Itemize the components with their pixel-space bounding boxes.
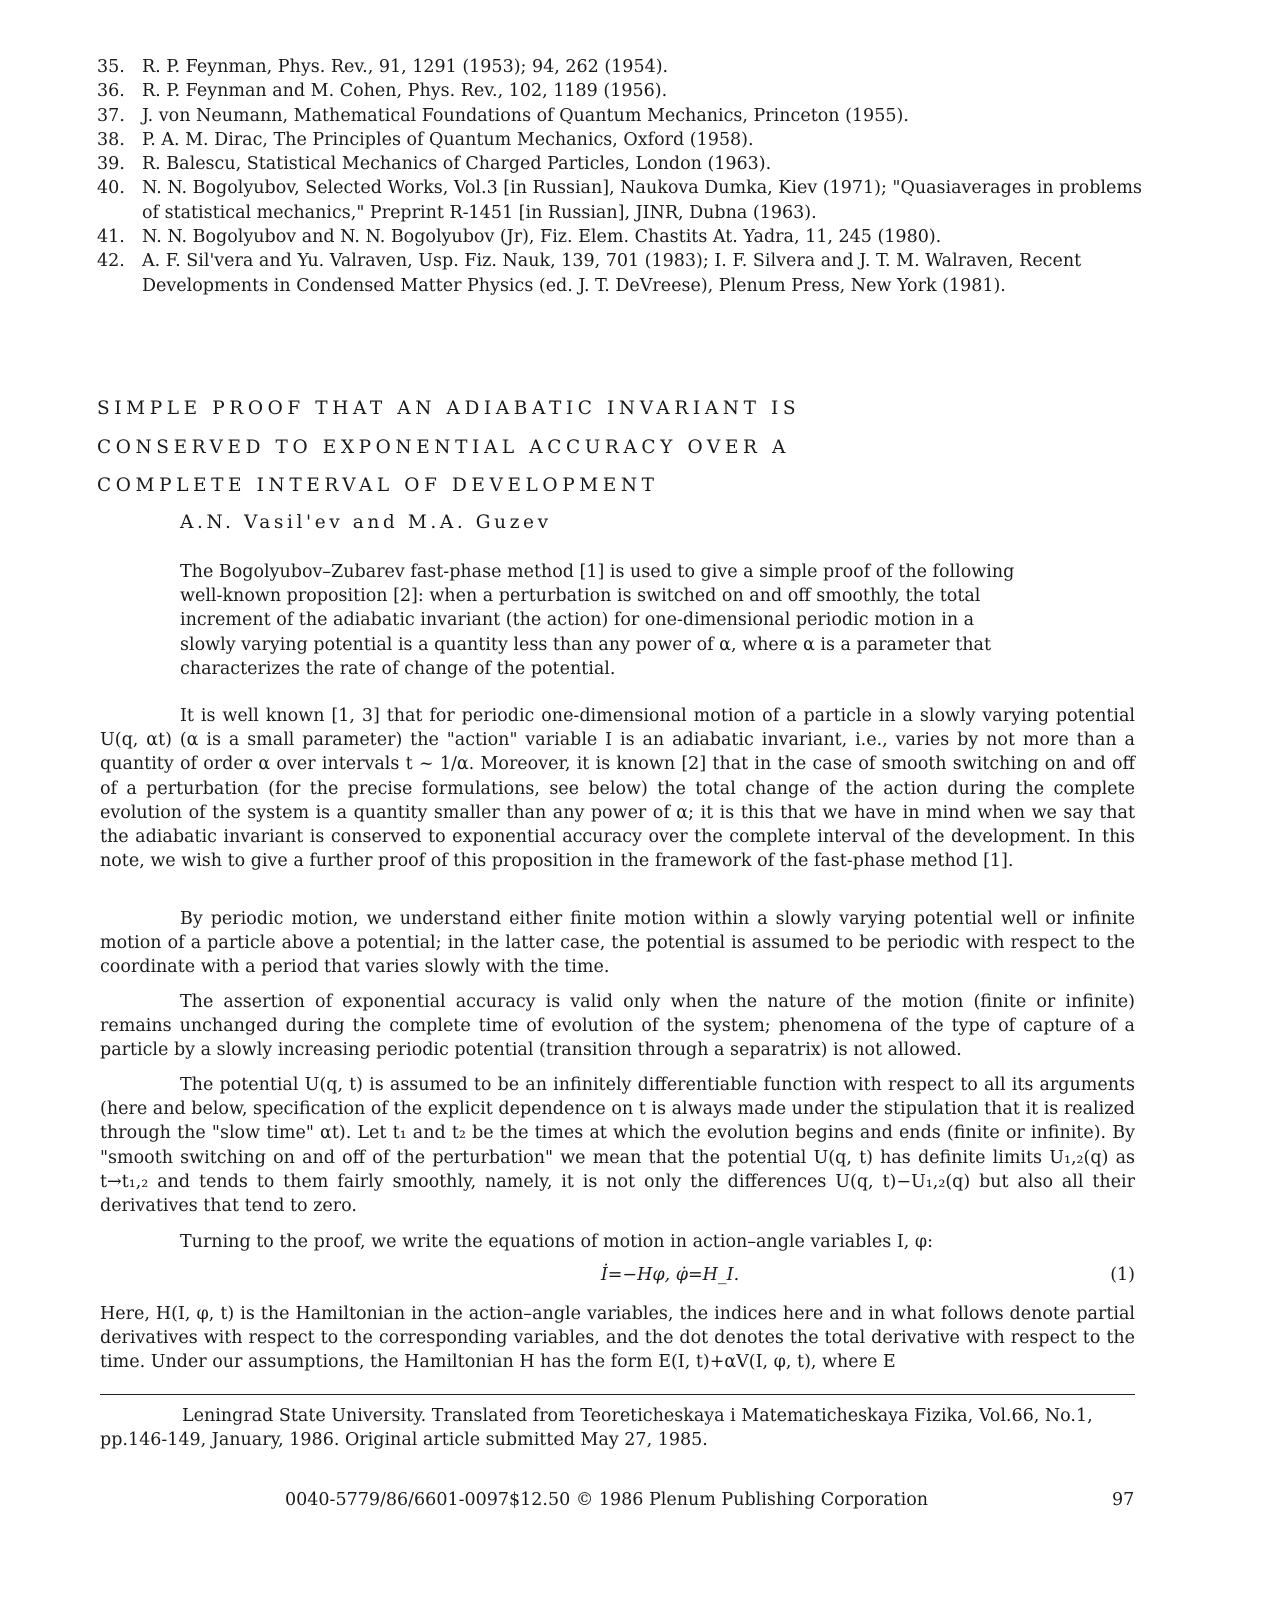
reference-number: 37. [97, 105, 125, 126]
reference-number: 42. [97, 251, 125, 272]
reference-text: P. A. M. Dirac, The Principles of Quantum Mechanics, Oxford (1958). [142, 129, 754, 150]
reference-item [97, 128, 1147, 152]
reference-item [97, 104, 1147, 128]
body-paragraph [100, 990, 1135, 1063]
body-paragraph [100, 1073, 1135, 1218]
reference-text: R. P. Feynman and M. Cohen, Phys. Rev., 102, 1189 (1956). [142, 81, 668, 102]
reference-item [97, 79, 1147, 103]
reference-text: A. F. Sil'vera and Yu. Valraven, Usp. Fiz. Nauk, 139, 701 (1983); I. F. Silvera and J. T. M. Walraven, Recent Developments in Condensed Matter Physics (ed. J. T. DeVreese), Plenum Press, New York (1981). [142, 251, 1082, 296]
footnote [100, 1404, 1135, 1452]
paragraph-text: It is well known [1, 3] that for periodic one-dimensional motion of a particle in a slowly varying potential U(q, αt) (α is a small parameter) the "action" variable I is an adiabatic invariant, i.e., varies by not more than a quantity of order α over intervals t ~ 1/α. Moreover, it is known [2] that in the case of smooth switching on and off of a perturbation (for the precise formulations, see below) the total change of the action during the complete evolution of the system is a quantity smaller than any power of α; it is this that we have in mind when we say that the adiabatic invariant is conserved to exponential accuracy over the complete interval of the development. In this note, we wish to give a further proof of this proposition in the framework of the fast-phase method [1]. [100, 706, 1135, 872]
reference-number: 38. [97, 129, 125, 150]
title-line: SIMPLE PROOF THAT AN ADIABATIC INVARIANT IS [97, 398, 801, 419]
paragraph-text: By periodic motion, we understand either finite motion within a slowly varying potential well or infinite motion of a particle above a potential; in the latter case, the potential is assumed to be periodic with respect to the coordinate with a period that varies slowly with the time. [100, 909, 1135, 978]
title-line: COMPLETE INTERVAL OF DEVELOPMENT [97, 475, 659, 496]
body-paragraph [100, 1302, 1135, 1375]
body-paragraph [100, 1230, 1135, 1254]
reference-list [97, 55, 1147, 298]
paragraph-text: Here, H(I, φ, t) is the Hamiltonian in the action–angle variables, the indices here and in what follows denote partial derivatives with respect to the corresponding variables, and the dot denotes the total derivative with respect to the time. Under our assumptions, the Hamiltonian H has the form E(I, t)+αV(I, φ, t), where E [100, 1304, 1135, 1373]
reference-item [97, 225, 1147, 249]
reference-text: R. P. Feynman, Phys. Rev., 91, 1291 (1953); 94, 262 (1954). [142, 57, 669, 77]
reference-item [97, 176, 1147, 225]
authors: A.N. Vasil'ev and M.A. Guzev [180, 512, 552, 533]
reference-text: R. Balescu, Statistical Mechanics of Charged Particles, London (1963). [142, 154, 772, 175]
article-title [97, 390, 800, 506]
page-number: 97 [1112, 1490, 1135, 1510]
reference-number: 40. [97, 178, 125, 199]
reference-item [97, 55, 1147, 79]
reference-number: 35. [97, 57, 125, 77]
title-line: CONSERVED TO EXPONENTIAL ACCURACY OVER A [97, 436, 790, 458]
reference-number: 39. [97, 154, 125, 175]
reference-text: N. N. Bogolyubov and N. N. Bogolyubov (Jr), Fiz. Elem. Chastits At. Yadra, 11, 245 (1980). [142, 227, 942, 248]
reference-item [97, 249, 1147, 298]
body-paragraph [100, 907, 1135, 980]
paragraph-text: The potential U(q, t) is assumed to be an infinitely differentiable function with respect to all its arguments (here and below, specification of the explicit dependence on t is always made under the stipulation that it is realized through the "slow time" αt). Let t₁ and t₂ be the times at which the evolution begins and ends (finite or infinite). By "smooth switching on and off of the perturbation" we mean that the potential U(q, t) has definite limits U₁,₂(q) as t→t₁,₂ and tends to them fairly smoothly, namely, it is not only the differences U(q, t)−U₁,₂(q) but also all their derivatives that tend to zero. [100, 1075, 1135, 1217]
paragraph-text: Turning to the proof, we write the equations of motion in action–angle variables I, φ: [180, 1232, 934, 1252]
reference-text: J. von Neumann, Mathematical Foundations of Quantum Mechanics, Princeton (1955). [142, 105, 909, 126]
equation-body: İ=−Hφ, φ̇=H_I. [600, 1265, 740, 1285]
footnote-text: Leningrad State University. Translated from Teoreticheskaya i Matematicheskaya Fizika, Vol.66, No.1, pp.146-149, January, 1986. Original article submitted May 27, 1985. [100, 1406, 1093, 1451]
equation-number: (1) [1110, 1265, 1135, 1285]
paragraph-text: The assertion of exponential accuracy is valid only when the nature of the motion (finite or infinite) remains unchanged during the complete time of evolution of the system; phenomena of the type of capture of a particle by a slowly increasing periodic potential (transition through a separatrix) is not allowed. [100, 992, 1135, 1061]
reference-number: 41. [97, 227, 125, 248]
publication-info: 0040-5779/86/6601-0097$12.50 © 1986 Plenum Publishing Corporation [285, 1490, 929, 1510]
reference-item [97, 152, 1147, 176]
reference-text: N. N. Bogolyubov, Selected Works, Vol.3 [in Russian], Naukova Dumka, Kiev (1971); "Quasiaverages in problems of statistical mechanics," Preprint R-1451 [in Russian], JINR, Dubna (1963). [142, 178, 1142, 223]
abstract: The Bogolyubov–Zubarev fast-phase method [1] is used to give a simple proof of the following well-known proposition [2]: when a perturbation is switched on and off smoothly, the total increment of the adiabatic invariant (the action) for one-dimensional periodic motion in a slowly varying potential is a quantity less than any power of α, where α is a parameter that characterizes the rate of change of the potential. [180, 562, 1015, 679]
body-paragraph [100, 704, 1135, 873]
reference-number: 36. [97, 81, 125, 102]
footnote-divider [100, 1394, 1135, 1395]
